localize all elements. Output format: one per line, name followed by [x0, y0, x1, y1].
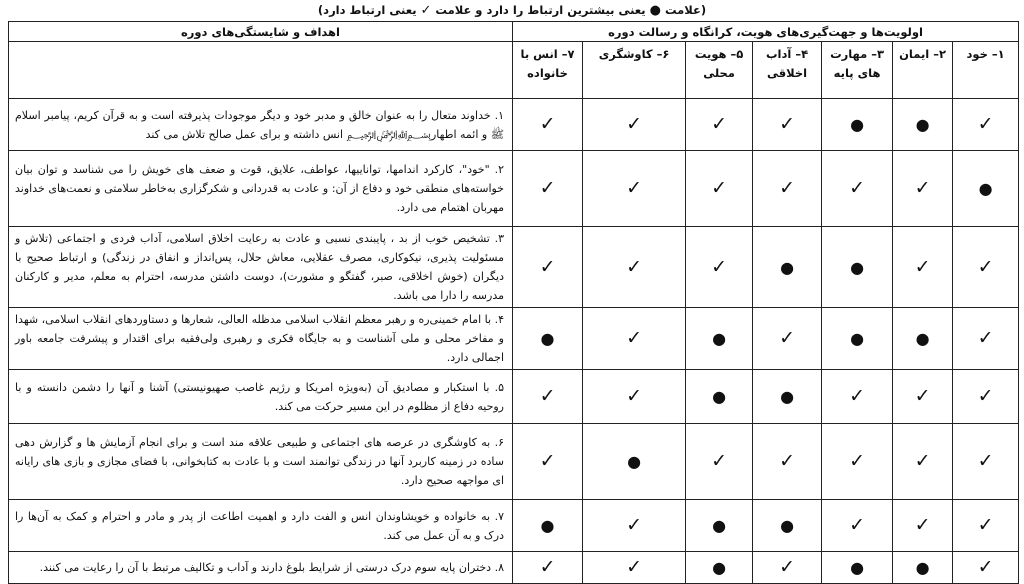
- check-mark-icon: ✓: [893, 500, 953, 552]
- dot-mark-icon: ●: [822, 99, 893, 151]
- group-header: اولویت‌ها و جهت‌گیری‌های هویت، کرانگاه و رسالت دوره: [513, 22, 1019, 42]
- check-mark-icon: ✓: [513, 227, 583, 308]
- goal-description: ۴. با امام خمینی‌ره و رهبر معظم انقلاب اسلامی مدظله العالی، شعارها و دستاوردهای انقلاب اسلامی، شهدا و مفاخر محلی و ملی آشناست و به جایگاه فکری و رهبری ولی‌فقیه برای اقتدار و پیشرفت جامعه باور اجمالی دارد.: [9, 308, 513, 370]
- dot-mark-icon: ●: [686, 308, 753, 370]
- check-mark-icon: ✓: [893, 424, 953, 500]
- goal-description: ۷. به خانواده و خویشاوندان انس و الفت دارد و اهمیت اطاعت از پدر و مادر و احترام و کمک به آن‌ها را درک و به آن عمل می کند.: [9, 500, 513, 552]
- column-header-goals-empty: [9, 42, 513, 99]
- column-header-ethics: ۴– آداب اخلاقی: [753, 42, 822, 99]
- dot-mark-icon: ●: [513, 500, 583, 552]
- column-header-inquiry: ۶– کاوشگری: [583, 42, 686, 99]
- check-mark-icon: ✓: [953, 552, 1019, 584]
- check-mark-icon: ✓: [686, 99, 753, 151]
- dot-mark-icon: ●: [753, 227, 822, 308]
- column-header-basic-skills: ۳– مهارت های پایه: [822, 42, 893, 99]
- check-mark-icon: ✓: [822, 370, 893, 424]
- dot-mark-icon: ●: [822, 227, 893, 308]
- table-row: [9, 552, 1019, 584]
- check-mark-icon: ✓: [953, 424, 1019, 500]
- check-mark-icon: ✓: [893, 151, 953, 227]
- goal-description: ۳. تشخیص خوب از بد ، پایبندی نسبی و عادت به رعایت اخلاق اسلامی، آداب فردی و اجتماعی (تلاش و مسئولیت پذیری، نیکوکاری، مصرف عقلایی، معاش حلال، پس‌انداز و انفاق در زندگی) و ارتباط صحیح با دیگران (خوش اخلاقی، صبر، گفتگو و مشورت)، دوست داشتن مدرسه، احترام به معلم، مدیر و کارکنان مدرسه را دارا می باشد.: [9, 227, 513, 308]
- column-header-self: ۱– خود: [953, 42, 1019, 99]
- check-mark-icon: ✓: [753, 552, 822, 584]
- check-mark-icon: ✓: [753, 424, 822, 500]
- goals-header: اهداف و شایستگی‌های دوره: [9, 22, 513, 42]
- check-mark-icon: ✓: [953, 99, 1019, 151]
- check-mark-icon: ✓: [893, 227, 953, 308]
- dot-mark-icon: ●: [893, 552, 953, 584]
- check-mark-icon: ✓: [753, 151, 822, 227]
- legend-dot-text: یعنی بیشترین ارتباط را دارد و علامت: [435, 3, 646, 17]
- dot-symbol-icon: ●: [649, 2, 661, 18]
- check-mark-icon: ✓: [583, 99, 686, 151]
- check-mark-icon: ✓: [893, 370, 953, 424]
- check-mark-icon: ✓: [513, 370, 583, 424]
- check-mark-icon: ✓: [583, 370, 686, 424]
- dot-mark-icon: ●: [686, 552, 753, 584]
- dot-mark-icon: ●: [513, 308, 583, 370]
- goal-description: ۵. با استکبار و مصادیق آن (به‌ویژه امریکا و رژیم غاصب صهیونیستی) آشنا و آنها را دشمن دانسته و با روحیه دفاع از مظلوم در این مسیر حرکت می کند.: [9, 370, 513, 424]
- dot-mark-icon: ●: [893, 99, 953, 151]
- table-row: [9, 370, 1019, 424]
- column-header-family: ۷– انس با خانواده: [513, 42, 583, 99]
- goal-description: ۸. دختران پایه سوم درک درستی از شرایط بلوغ دارند و آداب و تکالیف مرتبط با آن را رعایت می کنند.: [9, 552, 513, 584]
- check-mark-icon: ✓: [686, 424, 753, 500]
- goal-description: ۲. "خود"، کارکرد اندامها، تواناییها، عواطف، علایق، قوت و ضعف های خویش را می شناسد و توان بیان خواسته‌های منطقی خود و دفاع از آن: و عادت به قدردانی و شکرگزاری به‌خاطر سلامتی و نعمت‌های خداوند مهربان اهتمام می دارد.: [9, 151, 513, 227]
- check-mark-icon: ✓: [953, 370, 1019, 424]
- table-row: [9, 151, 1019, 227]
- check-mark-icon: ✓: [686, 227, 753, 308]
- table-row: [9, 227, 1019, 308]
- column-header-faith: ۲– ایمان: [893, 42, 953, 99]
- dot-mark-icon: ●: [893, 308, 953, 370]
- check-mark-icon: ✓: [583, 552, 686, 584]
- table-row: [9, 99, 1019, 151]
- check-mark-icon: ✓: [513, 151, 583, 227]
- check-mark-icon: ✓: [583, 151, 686, 227]
- check-mark-icon: ✓: [513, 552, 583, 584]
- table-row: [9, 308, 1019, 370]
- legend-check-text: یعنی ارتباط دارد): [317, 3, 417, 17]
- check-mark-icon: ✓: [953, 308, 1019, 370]
- table-row: [9, 500, 1019, 552]
- legend: [0, 0, 1024, 20]
- check-mark-icon: ✓: [753, 99, 822, 151]
- dot-mark-icon: ●: [686, 500, 753, 552]
- dot-mark-icon: ●: [583, 424, 686, 500]
- dot-mark-icon: ●: [753, 370, 822, 424]
- check-mark-icon: ✓: [953, 500, 1019, 552]
- goal-description: ۶. به کاوشگری در عرصه های اجتماعی و طبیعی علاقه مند است و برای انجام آزمایش ها و گزارش دهی ساده در زمینه کاربرد آنها در زندگی توانمند است و با عادت به کتابخوانی، با فضای مجازی و بازی های رایانه ای مواجهه صحیح دارد.: [9, 424, 513, 500]
- dot-mark-icon: ●: [686, 370, 753, 424]
- check-mark-icon: ✓: [822, 424, 893, 500]
- dot-mark-icon: ●: [822, 308, 893, 370]
- column-header-local-identity: ۵– هویت محلی: [686, 42, 753, 99]
- check-mark-icon: ✓: [953, 227, 1019, 308]
- check-mark-icon: ✓: [753, 308, 822, 370]
- table-row: [9, 424, 1019, 500]
- legend-open: (علامت: [664, 3, 707, 17]
- check-mark-icon: ✓: [822, 151, 893, 227]
- dot-mark-icon: ●: [822, 552, 893, 584]
- check-mark-icon: ✓: [686, 151, 753, 227]
- goals-table: [8, 21, 1019, 584]
- goal-description: ۱. خداوند متعال را به عنوان خالق و مدبر خود و دیگر موجودات پذیرفته است و به قرآن کریم، پیامبر اسلام ﷺ و ائمه اطهار﷽ انس داشته و برای عمل صالح تلاش می کند: [9, 99, 513, 151]
- check-mark-icon: ✓: [583, 227, 686, 308]
- check-mark-icon: ✓: [513, 99, 583, 151]
- check-mark-icon: ✓: [822, 500, 893, 552]
- dot-mark-icon: ●: [753, 500, 822, 552]
- check-mark-icon: ✓: [513, 424, 583, 500]
- check-symbol-icon: ✓: [420, 2, 432, 18]
- check-mark-icon: ✓: [583, 308, 686, 370]
- check-mark-icon: ✓: [583, 500, 686, 552]
- dot-mark-icon: ●: [953, 151, 1019, 227]
